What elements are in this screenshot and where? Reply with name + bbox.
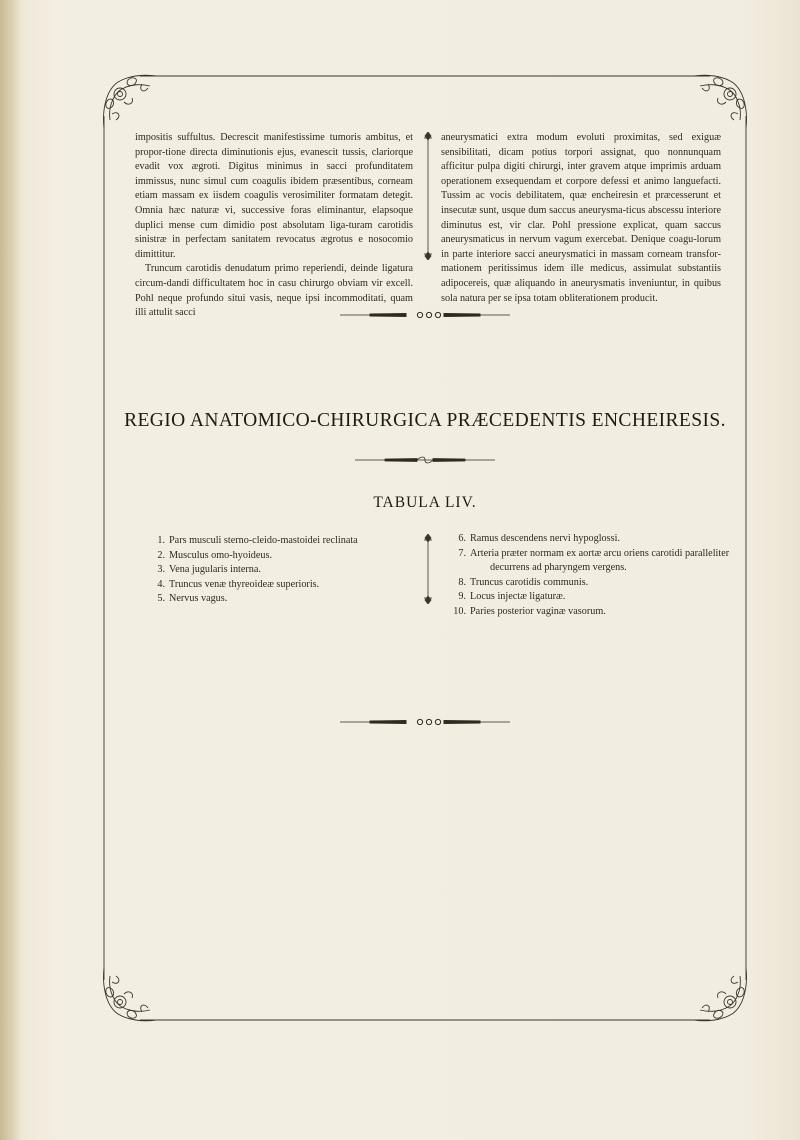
- ornamental-divider-small: [355, 455, 495, 465]
- legend-left: [149, 534, 419, 607]
- text-column-left: [135, 131, 413, 321]
- legend-number: 4.: [157, 578, 165, 590]
- text-column-right: [441, 131, 721, 306]
- legend-text: Vena jugularis interna.: [169, 564, 261, 575]
- legend-item: [149, 578, 419, 593]
- legend-item: [452, 605, 752, 620]
- legend-text-continuation: decurrens ad pharyngem vergens.: [490, 562, 627, 573]
- paragraph: aneurysmatici extra modum evoluti proximitas, sed exiguæ sensibilitati, dicam potius torpori assignat, quo nonnunquam afficitur pulpa digiti chirurgi, inter gravem atque imprimis arduam operationem exsequendam et corpore defessi et animo languefacti. Tussim ac vocis debilitatem, quæ encheiresin et præcesserunt et insecutæ sunt, usque dum saccus aneurysma-ticus abscessu interiore diminutus est, vir clar. Pohl pressione explicat, quam saccus aneurysmaticus in nervum vagum exercebat. Denique coagu-lorum in parte interiore sacci aneurysmatici in massam corneam transfor-mationem peritissimus idem ille medicus, assimulat substantiis adipocereis, quæ aliquando in aneurysmatis inveniuntur, in quibus sola natura per se ipsa totam obliterationem producit.: [441, 132, 721, 304]
- legend-text: Truncus venæ thyreoideæ superioris.: [169, 578, 320, 590]
- legend-item: [452, 590, 752, 605]
- corner-ornament-bottom-left: [98, 966, 158, 1026]
- corner-ornament-bottom-right: [692, 966, 752, 1026]
- legend-number: 8.: [458, 576, 466, 588]
- legend-number: 1.: [157, 535, 165, 546]
- legend-text-line: Arteria præter normam ex aortæ arcu oriens carotidi paralleliter: [470, 547, 730, 559]
- legend-item: [149, 534, 419, 549]
- corner-ornament-top-right: [692, 70, 752, 130]
- section-title: REGIO ANATOMICO-CHIRURGICA PRÆCEDENTIS ENCHEIRESIS.: [124, 410, 726, 431]
- legend-text: [470, 547, 752, 576]
- legend-item: [452, 532, 752, 547]
- legend-item: [149, 549, 419, 564]
- ornamental-divider: [340, 309, 510, 321]
- legend-item: [149, 592, 419, 607]
- legend-number: 9.: [458, 591, 466, 602]
- legend-text: Ramus descendens nervi hypoglossi.: [470, 533, 620, 544]
- plate-title: TABULA LIV.: [373, 494, 477, 511]
- column-rule-legend: [422, 534, 434, 604]
- legend-number: 7.: [458, 547, 466, 559]
- legend-text: Truncus carotidis communis.: [470, 576, 589, 588]
- legend-number: 10.: [453, 605, 466, 617]
- legend-number: 6.: [458, 533, 466, 544]
- paragraph: Truncum carotidis denudatum primo reperiendi, deinde ligatura circum-dandi difficultatem hoc in casu chirurgo obviam vir excell. Pohl neque profundo situi vasis, neque ipsi incommoditati, quam illi attulit sacci: [135, 263, 413, 319]
- legend-right: [452, 532, 752, 619]
- legend-text: Nervus vagus.: [169, 593, 228, 604]
- legend-text: Musculus omo-hyoideus.: [169, 549, 273, 561]
- corner-ornament-top-left: [98, 70, 158, 130]
- legend-item: [452, 576, 752, 591]
- legend-item: [452, 547, 752, 576]
- legend-text: Paries posterior vaginæ vasorum.: [470, 605, 606, 617]
- legend-text: Pars musculi sterno-cleido-mastoidei reclinata: [169, 535, 358, 546]
- paragraph: impositis suffultus. Decrescit manifestissime tumoris ambitus, et propor-tione directa diminutionis ejus, evanescit tussis, clariorque evadit vox ægroti. Digitus minimus in sacci profunditatem immissus, nunc simul cum coagulis ibidem præsentibus, corneam etiam massam ex iisdem coagulis verosimiliter formatam detegit. Omnia hæc naturæ vi, successive foras eliminantur, elapsoque duplici mense cum dimidio post absolutam liga-turam carotidis sinistræ in perfectam sanitatem revocatus ægrotus e nosocomio dimittitur.: [135, 132, 413, 260]
- column-rule-top: [422, 132, 434, 260]
- spine-shadow: [0, 0, 22, 1140]
- legend-number: 3.: [157, 564, 165, 575]
- legend-item: [149, 563, 419, 578]
- ornamental-divider-bottom: [340, 716, 510, 728]
- legend-text: Locus injectæ ligaturæ.: [470, 591, 566, 602]
- legend-number: 5.: [157, 593, 165, 604]
- legend-number: 2.: [157, 549, 165, 561]
